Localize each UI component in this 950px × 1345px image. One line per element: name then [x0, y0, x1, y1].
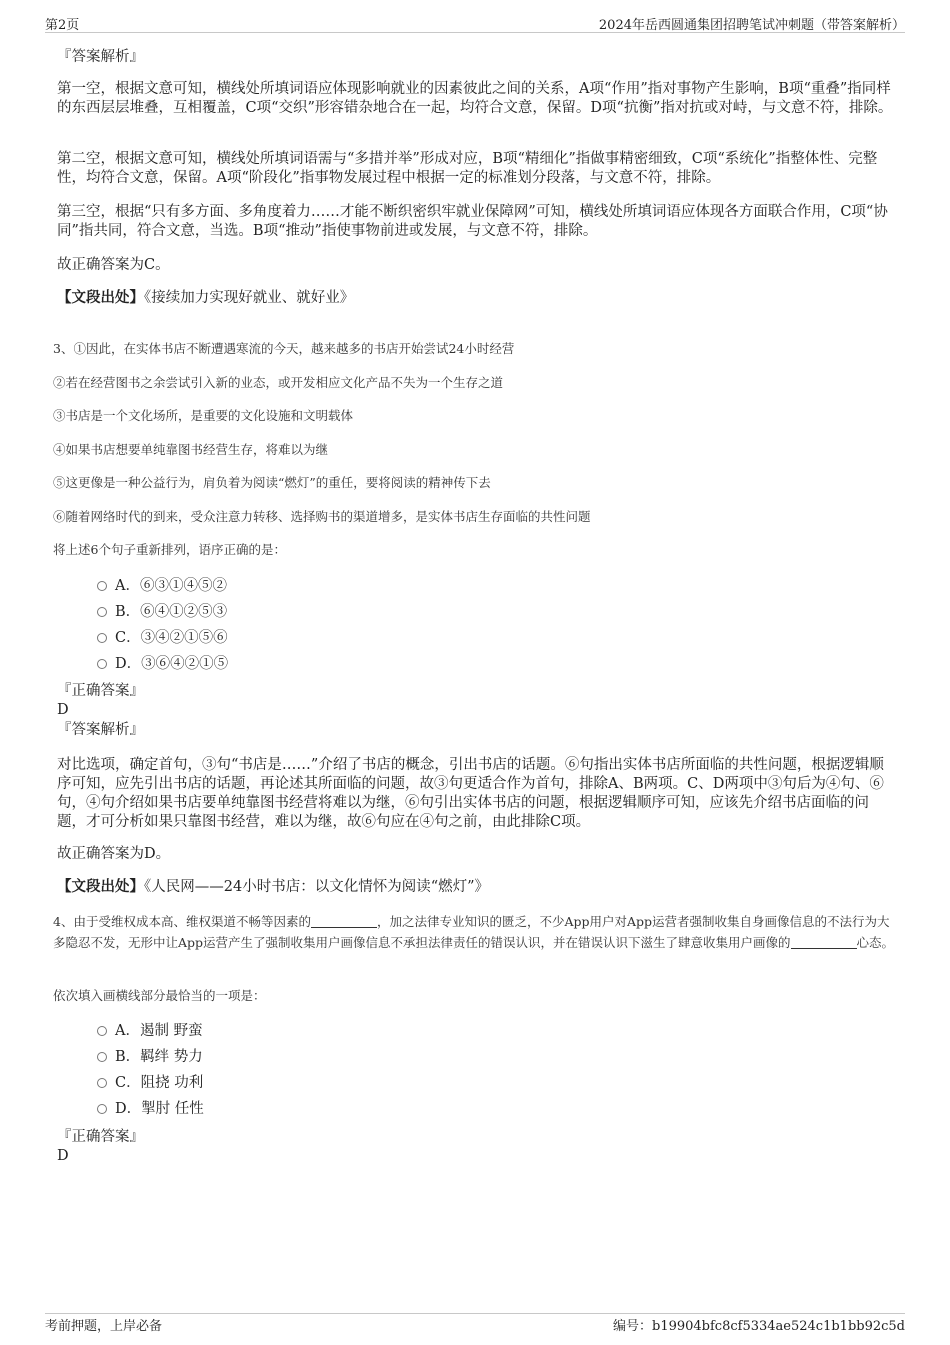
q3-answer: D [57, 702, 69, 718]
q4-answer: D [57, 1148, 69, 1164]
prev-source [57, 288, 893, 308]
q3-sentence-3: ③书店是一个文化场所，是重要的文化设施和文明载体 [53, 408, 354, 423]
q4-answer-label: 『正确答案』 [57, 1129, 144, 1145]
source-title: 《接续加力实现好就业、就好业》 [144, 290, 355, 306]
option-label: C．③④②①⑤⑥ [115, 630, 228, 646]
radio-icon[interactable] [97, 1078, 107, 1088]
q3-conclusion: 故正确答案为D。 [57, 846, 171, 862]
q3-sentence-2: ②若在经营图书之余尝试引入新的业态，或开发相应文化产品不失为一个生存之道 [53, 375, 504, 390]
q4-stem-part-3: 心态。 [856, 935, 895, 950]
radio-icon[interactable] [97, 607, 107, 617]
q3-answer-label: 『正确答案』 [57, 683, 144, 699]
option-label: A．⑥③①④⑤② [115, 578, 227, 594]
radio-icon[interactable] [97, 1026, 107, 1036]
option-label: A．遏制 野蛮 [115, 1023, 203, 1039]
footer-slogan: 考前押题，上岸必备 [45, 1319, 163, 1334]
q3-sentence-1: 3、①因此，在实体书店不断遭遇寒流的今天，越来越多的书店开始尝试24小时经营 [53, 341, 515, 356]
q3-option-c[interactable] [97, 629, 228, 648]
source-title: 《人民网——24小时书店：以文化情怀为阅读“燃灯”》 [144, 879, 490, 895]
q3-prompt: 将上述6个句子重新排列，语序正确的是： [53, 542, 286, 557]
q4-stem-part-1: 4、由于受维权成本高、维权渠道不畅等因素的 [53, 914, 311, 929]
prev-analysis-p1: 第一空，根据文意可知，横线处所填词语应体现影响就业的因素彼此之间的关系，A项“作用”指对事物产生影响，B项“重叠”指同样的东西层层堆叠，互相覆盖，C项“交织”形容错杂地合在一起，均符合文意，保留。D项“抗衡”指对抗或对峙，与文意不符，排除。 [57, 81, 893, 116]
prev-analysis-label: 『答案解析』 [57, 49, 144, 65]
document-title: 2024年岳西圆通集团招聘笔试冲刺题（带答案解析） [598, 18, 905, 33]
blank-line [311, 915, 377, 928]
option-label: C．阻挠 功利 [115, 1075, 204, 1091]
document-serial: 编号：b19904bfc8cf5334ae524c1b1bb92c5d [613, 1319, 905, 1334]
q3-source [57, 877, 893, 897]
q3-sentence-5: ⑤这更像是一种公益行为，肩负着为阅读“燃灯”的重任，要将阅读的精神传下去 [53, 475, 491, 490]
blank-line [791, 936, 857, 949]
option-label: D．掣肘 任性 [115, 1101, 204, 1117]
prev-conclusion: 故正确答案为C。 [57, 257, 170, 273]
q3-analysis-label: 『答案解析』 [57, 722, 144, 738]
q3-option-b[interactable] [97, 603, 227, 622]
source-label: 【文段出处】 [57, 289, 144, 306]
radio-icon[interactable] [97, 1104, 107, 1114]
radio-icon[interactable] [97, 659, 107, 669]
q4-prompt: 依次填入画横线部分最恰当的一项是： [53, 988, 266, 1003]
q4-option-c[interactable] [97, 1074, 203, 1093]
radio-icon[interactable] [97, 633, 107, 643]
q3-option-a[interactable] [97, 577, 227, 596]
option-label: D．③⑥④②①⑤ [115, 656, 229, 672]
prev-analysis-p2: 第二空，根据文意可知，横线处所填词语需与“多措并举”形成对应，B项“精细化”指做事精密细致，C项“系统化”指整体性、完整性，均符合文意，保留。A项“阶段化”指事物发展过程中根据一定的标准划分段落，与文意不符，排除。 [57, 151, 878, 186]
page-header [45, 12, 905, 33]
q3-sentence-4: ④如果书店想要单纯靠图书经营生存，将难以为继 [53, 442, 329, 457]
radio-icon[interactable] [97, 581, 107, 591]
source-label: 【文段出处】 [57, 878, 144, 895]
q3-option-d[interactable] [97, 655, 228, 674]
q4-option-b[interactable] [97, 1048, 203, 1067]
q3-analysis: 对比选项，确定首句，③句“书店是……”介绍了书店的概念，引出书店的话题。⑥句指出实体书店所面临的共性问题，根据逻辑顺序可知，应先引出书店的话题，再论述其所面临的问题，故③句更适合作为首句，排除A、B两项。C、D两项中③句后为④句、⑥句，④句介绍如果书店要单纯靠图书经营将难以为继，⑥句引出实体书店的问题，根据逻辑顺序可知，应该先介绍书店面临的问题，才可分析如果只靠图书经营，难以为继，故⑥句应在④句之前，由此排除C项。 [57, 757, 884, 830]
option-label: B．羁绊 势力 [115, 1049, 203, 1065]
radio-icon[interactable] [97, 1052, 107, 1062]
q4-stem-part-2: ，加之法律专业知识的匮乏，不少App用户对App运营者强制收集自身画像信息的不法行为大多隐忍不发，无形中让App运营产生了强制收集用户画像信息不承担法律责任的错误认识，并在错误认识下滋生了肆意收集用户画像的 [53, 914, 890, 950]
prev-analysis-p3: 第三空，根据“只有多方面、多角度着力……才能不断织密织牢就业保障网”可知，横线处所填词语应体现各方面联合作用，C项“协同”指共同，符合文意，当选。B项“推动”指使事物前进或发展，与文意不符，排除。 [57, 204, 888, 239]
option-label: B．⑥④①②⑤③ [115, 604, 228, 620]
q3-sentence-6: ⑥随着网络时代的到来，受众注意力转移、选择购书的渠道增多，是实体书店生存面临的共性问题 [53, 509, 591, 524]
page-footer [45, 1313, 905, 1339]
q4-stem [53, 911, 898, 953]
q4-option-a[interactable] [97, 1022, 203, 1041]
page-number: 第2页 [45, 18, 80, 33]
q4-option-d[interactable] [97, 1100, 204, 1119]
